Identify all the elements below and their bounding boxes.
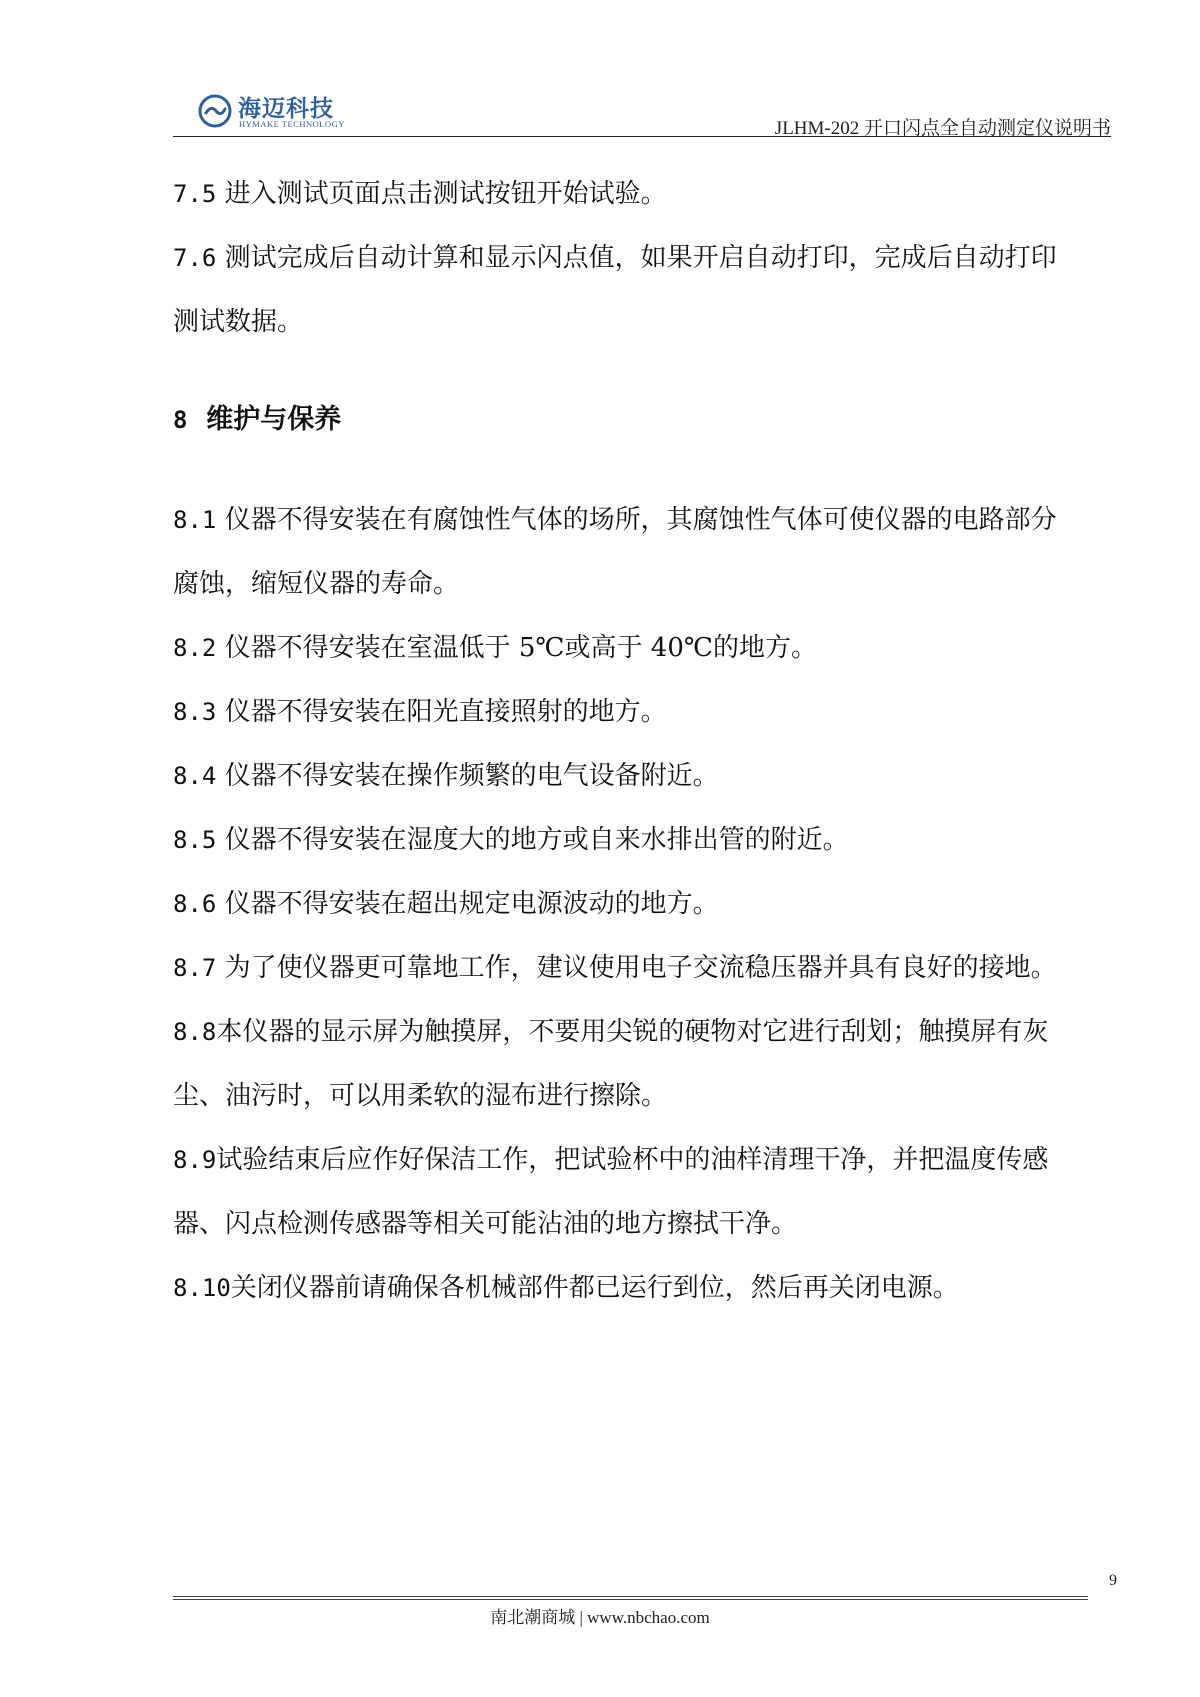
paragraph-text-line1: 试验结束后应作好保洁工作，把试验杯中的油样清理干净，并把温度传感 <box>216 1145 1049 1175</box>
header-divider <box>173 136 1111 137</box>
paragraph-8-2 <box>173 616 1133 680</box>
paragraph-text: 进入测试页面点击测试按钮开始试验。 <box>224 179 667 209</box>
section-title: 维护与保养 <box>206 404 342 435</box>
paragraph-8-3 <box>173 680 1133 744</box>
paragraph-text-line2: 腐蚀，缩短仪器的寿命。 <box>173 569 460 599</box>
paragraph-8-5 <box>173 808 1133 872</box>
footer-site-link[interactable]: 南北潮商城 | www.nbchao.com <box>490 1608 710 1627</box>
page-header <box>173 84 1111 140</box>
logo-english-name: HYMAKE TECHNOLOGY <box>239 119 345 129</box>
paragraph-text-line2: 器、闪点检测传感器等相关可能沾油的地方擦拭干净。 <box>173 1209 798 1239</box>
paragraph-number: 8.3 <box>173 698 217 726</box>
page-body <box>173 162 1133 1320</box>
logo-chinese-name: 海迈科技 <box>238 96 334 122</box>
document-title: JLHM-202 开口闪点全自动测定仪说明书 <box>774 118 1111 139</box>
paragraph-text: 仪器不得安装在超出规定电源波动的地方。 <box>224 889 719 919</box>
paragraph-number: 7.6 <box>173 244 217 272</box>
logo-swirl-icon <box>198 94 232 128</box>
paragraph-text: 仪器不得安装在湿度大的地方或自来水排出管的附近。 <box>224 825 849 855</box>
paragraph-text-line2: 测试数据。 <box>173 307 304 337</box>
paragraph-8-4 <box>173 744 1133 808</box>
paragraph-text: 仪器不得安装在室温低于 5℃或高于 40℃的地方。 <box>224 633 817 663</box>
paragraph-text: 关闭仪器前请确保各机械部件都已运行到位，然后再关闭电源。 <box>230 1273 959 1303</box>
paragraph-text: 仪器不得安装在阳光直接照射的地方。 <box>224 697 667 727</box>
paragraph-text: 仪器不得安装在操作频繁的电气设备附近。 <box>224 761 719 791</box>
paragraph-number: 8.5 <box>173 826 217 854</box>
paragraph-number: 8.10 <box>173 1274 231 1302</box>
paragraph-number: 8.8 <box>173 1018 217 1046</box>
paragraph-number: 8.6 <box>173 890 217 918</box>
footer-divider-secondary <box>173 1599 1088 1600</box>
paragraph-number: 8.4 <box>173 762 217 790</box>
paragraph-8-1 <box>173 488 1133 616</box>
paragraph-number: 8.9 <box>173 1146 217 1174</box>
paragraph-number: 8.2 <box>173 634 217 662</box>
paragraph-8-9 <box>173 1128 1133 1256</box>
paragraph-7-5 <box>173 162 1133 226</box>
section-number: 8 <box>173 406 188 434</box>
paragraph-8-8 <box>173 1000 1133 1128</box>
page-number: 9 <box>1109 1572 1117 1589</box>
paragraph-number: 8.7 <box>173 954 217 982</box>
paragraph-number: 8.1 <box>173 506 217 534</box>
paragraph-8-10 <box>173 1256 1133 1320</box>
paragraph-text-line1: 本仪器的显示屏为触摸屏，不要用尖锐的硬物对它进行刮划；触摸屏有灰 <box>216 1017 1049 1047</box>
paragraph-text-line2: 尘、油污时，可以用柔软的湿布进行擦除。 <box>173 1081 668 1111</box>
footer-divider <box>173 1596 1088 1597</box>
paragraph-number: 7.5 <box>173 180 217 208</box>
paragraph-8-6 <box>173 872 1133 936</box>
paragraph-text-line1: 仪器不得安装在有腐蚀性气体的场所，其腐蚀性气体可使仪器的电路部分 <box>224 505 1057 535</box>
paragraph-text: 为了使仪器更可靠地工作，建议使用电子交流稳压器并具有良好的接地。 <box>224 953 1057 983</box>
section-heading-8 <box>173 388 1133 452</box>
paragraph-8-7 <box>173 936 1133 1000</box>
paragraph-text-line1: 测试完成后自动计算和显示闪点值，如果开启自动打印，完成后自动打印 <box>224 243 1057 273</box>
paragraph-7-6 <box>173 226 1133 354</box>
